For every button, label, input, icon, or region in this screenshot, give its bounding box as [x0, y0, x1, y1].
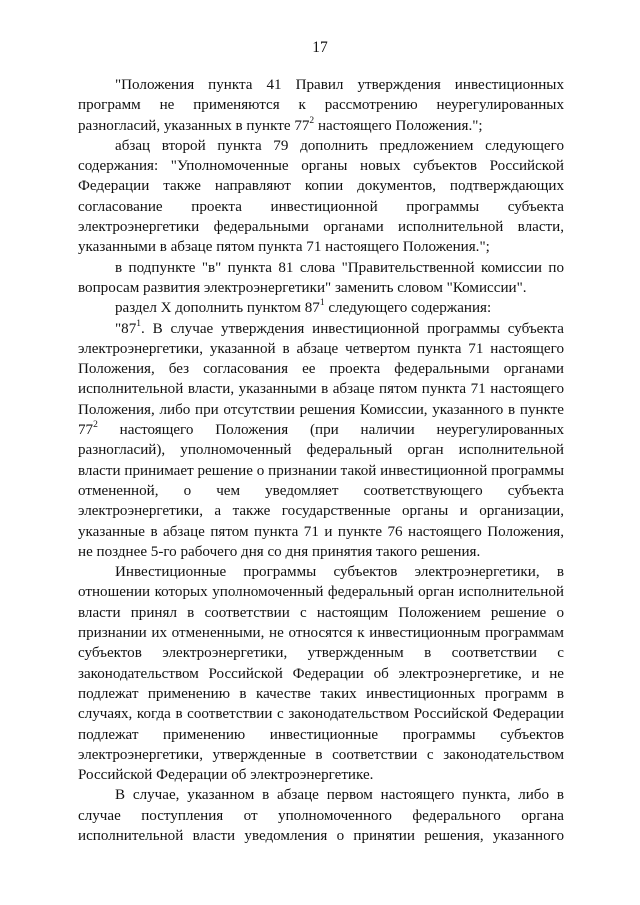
paragraph-text: В случае, указанном в абзаце первом настоящего пункта, либо в случае поступления от уполномоченного федерального органа исполнительной власти уведомления о принятии решения, указанного	[78, 787, 564, 844]
paragraph-text: абзац второй пункта 79 дополнить предложением следующего содержания: "Уполномоченные органы новых субъектов Российской Федерации также направляют копии документов, подтверждающих согласование проекта инвестиционной программы субъекта электроэнергетики федеральными органами исполнительной власти, указанными в абзаце пятом пункта 71 настоящего Положения.";	[78, 137, 564, 256]
paragraph-text: настоящего Положения.";	[314, 117, 483, 134]
paragraph-text: Инвестиционные программы субъектов электроэнергетики, в отношении которых уполномоченный федеральный орган исполнительной власти принял в соответствии с настоящим Положением решение о признании их отмененными, не относятся к инвестиционным программам субъектов электроэнергетики, утвержденным в соответствии с законодательством Российской Федерации об электроэнергетике, и не подлежат применению в качестве таких инвестиционных программ в случаях, когда в соответствии с законодательством Российской Федерации подлежат применению инвестиционные программы субъектов электроэнергетики, утвержденные в соответствии с законодательством Российской Федерации об электроэнергетике.	[78, 564, 564, 784]
paragraph-3	[78, 258, 564, 299]
paragraph-4	[78, 298, 564, 318]
superscript: 2	[309, 115, 315, 126]
paragraph-text: "87	[115, 320, 137, 337]
paragraph-text: . В случае утверждения инвестиционной программы субъекта электроэнергетики, указанной в абзаце четвертом пункта 71 настоящего Положения, без согласования ее проекта федеральными органами исполнительной власти, указанными в абзаце пятом пункта 71 настоящего Положения, либо при отсутствии решения Комиссии, указанного в пункте 77	[78, 320, 564, 439]
document-body	[78, 75, 564, 846]
paragraph-1	[78, 75, 564, 136]
paragraph-text: раздел X дополнить пунктом 87	[115, 300, 320, 317]
superscript: 1	[136, 318, 142, 329]
paragraph-5	[78, 319, 564, 563]
paragraph-2	[78, 136, 564, 258]
superscript: 1	[319, 298, 325, 309]
paragraph-6	[78, 562, 564, 785]
paragraph-text: "Положения пункта 41 Правил утверждения инвестиционных программ не применяются к рассмотрению неурегулированных разногласий, указанных в пункте 77	[78, 77, 564, 134]
paragraph-text: следующего содержания:	[324, 300, 492, 317]
paragraph-text: в подпункте "в" пункта 81 слова "Правительственной комиссии по вопросам развития электроэнергетики" заменить словом "Комиссии".	[78, 259, 564, 296]
superscript: 2	[93, 420, 98, 431]
paragraph-text: настоящего Положения (при наличии неурегулированных разногласий), уполномоченный федеральный орган исполнительной власти принимает решение о признании такой инвестиционной программы отмененной, о чем уведомляет соответствующего субъекта электроэнергетики, а также государственные органы и организации, указанные в абзаце пятом пункта 71 и пункте 76 настоящего Положения, не позднее 5-го рабочего дня со дня принятия такого решения.	[78, 422, 564, 560]
paragraph-7	[78, 785, 564, 846]
page-number: 17	[312, 39, 328, 56]
